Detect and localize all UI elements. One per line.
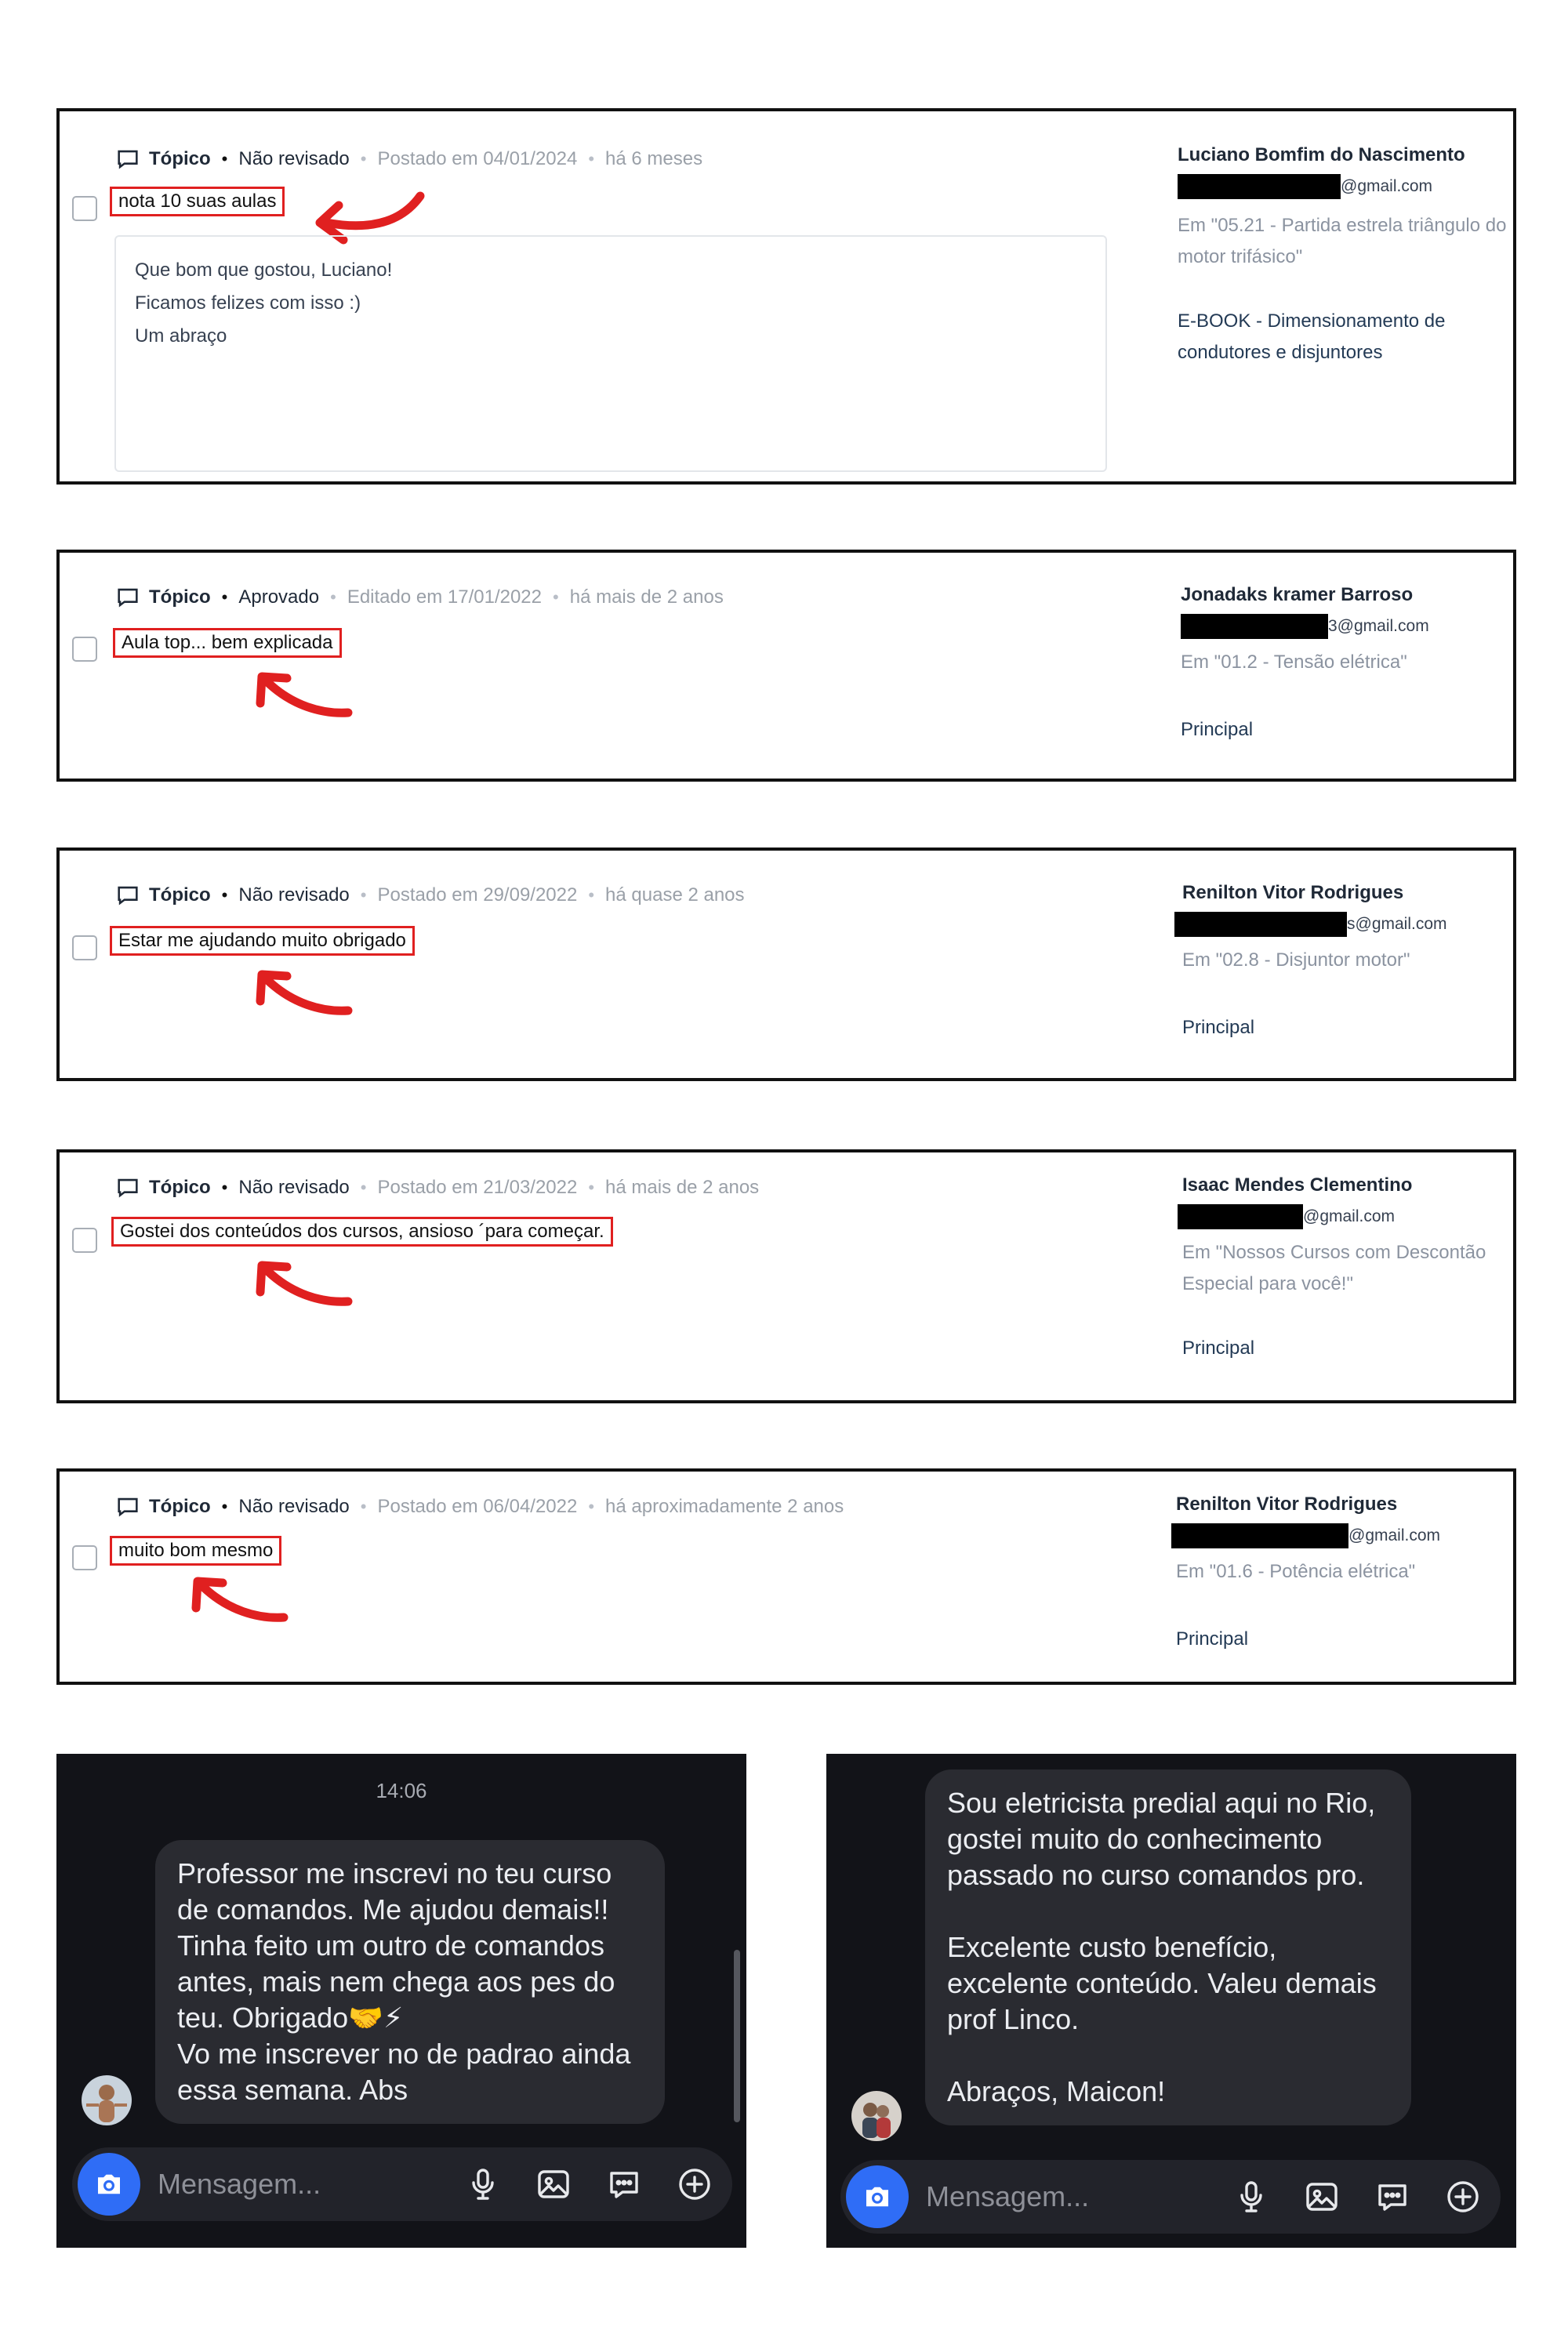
author-name: Renilton Vitor Rodrigues: [1176, 1494, 1398, 1515]
reply-text: Que bom que gostou, Luciano! Ficamos felizes com isso :) Um abraço: [135, 260, 393, 347]
camera-icon: [93, 2168, 125, 2201]
avatar[interactable]: [851, 2091, 902, 2141]
avatar-image: [82, 2075, 132, 2125]
comment-title: Estar me ajudando muito obrigado: [110, 926, 415, 956]
redacted-block: [1178, 174, 1341, 199]
avatar[interactable]: [82, 2075, 132, 2125]
status-label: Não revisado: [238, 1496, 350, 1517]
comment-title: muito bom mesmo: [110, 1536, 281, 1566]
chat-screenshot-1: [56, 1754, 746, 2248]
redacted-block: [1178, 1204, 1303, 1229]
sticker-icon[interactable]: [1374, 2178, 1411, 2216]
scrollbar[interactable]: [734, 1950, 740, 2122]
author-panel: [1176, 1489, 1505, 1655]
comment-title: Gostei dos conteúdos dos cursos, ansioso ´para começar.: [111, 1217, 613, 1247]
red-arrow-icon: [172, 1567, 298, 1638]
posted-date: Postado em 04/01/2024: [377, 148, 578, 169]
comment-title: nota 10 suas aulas: [110, 187, 285, 216]
comment-card-1: [56, 108, 1516, 485]
author-panel: [1181, 579, 1510, 746]
course-link[interactable]: E-BOOK - Dimensionamento de condutores e disjuntores: [1178, 310, 1446, 363]
select-checkbox[interactable]: [72, 637, 97, 662]
author-panel: [1178, 140, 1507, 368]
author-email: s@gmail.com: [1182, 909, 1512, 940]
red-arrow-icon: [237, 960, 362, 1031]
relative-time: há mais de 2 anos: [569, 586, 724, 608]
lesson-link[interactable]: Em "05.21 - Partida estrela triângulo do motor trifásico": [1178, 215, 1507, 267]
select-checkbox[interactable]: [72, 1545, 97, 1570]
comment-meta: Tópico • Aprovado • Editado em 17/01/2022 • há mais de 2 anos: [114, 584, 724, 611]
relative-time: há mais de 2 anos: [605, 1177, 760, 1198]
comment-card-5: [56, 1468, 1516, 1685]
message-time: 14:06: [376, 1779, 427, 1802]
status-label: Não revisado: [238, 1177, 350, 1198]
redacted-block: [1181, 614, 1328, 639]
select-checkbox[interactable]: [72, 1228, 97, 1253]
message-input-bar: [840, 2160, 1501, 2234]
red-arrow-icon: [237, 1251, 362, 1322]
author-name: Luciano Bomfim do Nascimento: [1178, 144, 1465, 165]
author-name: Jonadaks kramer Barroso: [1181, 584, 1414, 605]
message-bubble: [925, 1769, 1411, 2125]
camera-button[interactable]: [78, 2153, 140, 2216]
lesson-link[interactable]: Em "Nossos Cursos com Descontão Especial para você!": [1182, 1242, 1486, 1294]
comment-meta: Tópico • Não revisado • Postado em 21/03/2022 • há mais de 2 anos: [114, 1174, 759, 1201]
course-link[interactable]: Principal: [1176, 1628, 1249, 1650]
topic-label: Tópico: [149, 1496, 211, 1517]
red-arrow-icon: [237, 662, 362, 733]
message-bubble: [155, 1840, 665, 2124]
comment-icon: [114, 146, 141, 172]
camera-icon: [861, 2180, 894, 2213]
author-name: Isaac Mendes Clementino: [1182, 1174, 1413, 1196]
topic-label: Tópico: [149, 586, 211, 608]
mic-icon[interactable]: [1232, 2178, 1270, 2216]
select-checkbox[interactable]: [72, 935, 97, 960]
message-input[interactable]: Mensagem...: [158, 2168, 321, 2200]
topic-label: Tópico: [149, 1177, 211, 1198]
author-name: Renilton Vitor Rodrigues: [1182, 882, 1404, 903]
author-email: @gmail.com: [1182, 1201, 1516, 1232]
relative-time: há 6 meses: [605, 148, 703, 169]
course-link[interactable]: Principal: [1182, 1017, 1255, 1038]
edited-date: Editado em 17/01/2022: [347, 586, 543, 608]
course-link[interactable]: Principal: [1181, 719, 1254, 740]
comment-icon: [114, 1494, 141, 1520]
gallery-icon[interactable]: [535, 2165, 572, 2203]
avatar-image: [851, 2091, 902, 2141]
comment-meta: Tópico • Não revisado • Postado em 04/01/2024 • há 6 meses: [114, 146, 702, 172]
posted-date: Postado em 21/03/2022: [377, 1177, 578, 1198]
select-checkbox[interactable]: [72, 196, 97, 221]
lesson-link[interactable]: Em "01.6 - Potência elétrica": [1176, 1561, 1416, 1582]
author-panel: [1182, 1170, 1516, 1364]
author-email: @gmail.com: [1176, 1520, 1505, 1552]
mic-icon[interactable]: [464, 2165, 502, 2203]
message-input[interactable]: Mensagem...: [926, 2180, 1090, 2212]
comment-icon: [114, 882, 141, 909]
plus-circle-icon[interactable]: [1444, 2178, 1482, 2216]
topic-label: Tópico: [149, 148, 211, 169]
lesson-link[interactable]: Em "02.8 - Disjuntor motor": [1182, 949, 1410, 971]
comment-meta: Tópico • Não revisado • Postado em 29/09/2022 • há quase 2 anos: [114, 882, 745, 909]
posted-date: Postado em 29/09/2022: [377, 884, 578, 906]
message-input-bar: [72, 2147, 732, 2221]
redacted-block: [1171, 1523, 1348, 1548]
posted-date: Postado em 06/04/2022: [377, 1496, 578, 1517]
author-panel: [1182, 877, 1512, 1044]
comment-meta: Tópico • Não revisado • Postado em 06/04/2022 • há aproximadamente 2 anos: [114, 1494, 844, 1520]
lesson-link[interactable]: Em "01.2 - Tensão elétrica": [1181, 652, 1407, 673]
camera-button[interactable]: [846, 2165, 909, 2228]
comment-card-3: [56, 848, 1516, 1081]
redacted-block: [1174, 912, 1347, 937]
course-link[interactable]: Principal: [1182, 1338, 1255, 1359]
status-label: Não revisado: [238, 148, 350, 169]
comment-icon: [114, 584, 141, 611]
comment-icon: [114, 1174, 141, 1201]
author-email: 3@gmail.com: [1181, 611, 1510, 642]
message-text: Professor me inscrevi no teu curso de comandos. Me ajudou demais!! Tinha feito um outro de comandos antes, mais nem chega aos pes do teu. Obrigado🤝⚡ Vo me inscrever no de padrao ainda essa semana. Abs: [177, 1857, 631, 2106]
topic-label: Tópico: [149, 884, 211, 906]
comment-card-2: [56, 550, 1516, 782]
sticker-icon[interactable]: [605, 2165, 643, 2203]
plus-circle-icon[interactable]: [676, 2165, 713, 2203]
status-label: Aprovado: [238, 586, 320, 608]
relative-time: há quase 2 anos: [605, 884, 745, 906]
status-label: Não revisado: [238, 884, 350, 906]
author-email: @gmail.com: [1178, 171, 1507, 202]
comment-card-4: [56, 1149, 1516, 1403]
message-text: Sou eletricista predial aqui no Rio, gostei muito do conhecimento passado no curso comandos pro. Excelente custo benefício, excelente conteúdo. Valeu demais prof Linco. Abraços, Maicon!: [947, 1787, 1377, 2107]
reply-textarea[interactable]: [114, 235, 1107, 472]
gallery-icon[interactable]: [1303, 2178, 1341, 2216]
chat-screenshot-2: [826, 1754, 1516, 2248]
relative-time: há aproximadamente 2 anos: [605, 1496, 844, 1517]
comment-title: Aula top... bem explicada: [113, 628, 342, 658]
